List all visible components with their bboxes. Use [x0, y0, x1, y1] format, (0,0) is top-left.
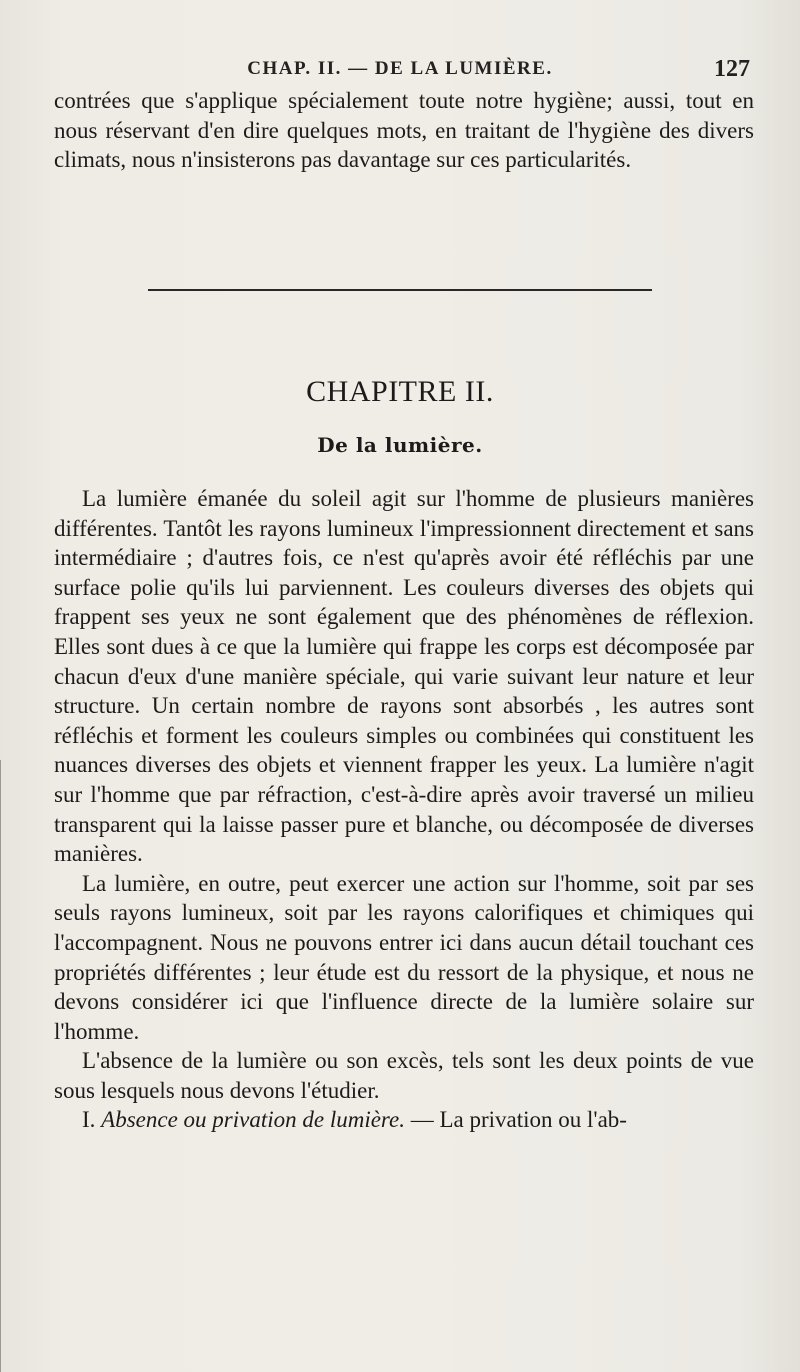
section-heading: Absence ou privation de lumière. — [101, 1107, 405, 1133]
section-paragraph — [54, 1105, 754, 1135]
body-paragraph-1: La lumière émanée du soleil agit sur l'homme de plusieurs manières différentes. Tantôt les rayons lumineux l'impressionnent directement et sans intermédiaire ; d'autres fois, ce n'est qu'après avoir été réfléchis par une surface polie qu'ils lui parviennent. Les couleurs diverses des objets qui frappent ses yeux ne sont également que des phénomènes de réflexion. Elles sont dues à ce que la lumière qui frappe les corps est décomposée par chacun d'eux d'une manière spéciale, qui varie suivant leur nature et leur structure. Un certain nombre de rayons sont absorbés , les autres sont réfléchis et forment les couleurs simples ou combinées qui constituent les nuances diverses des objets et viennent frapper les yeux. La lumière n'agit sur l'homme que par réfraction, c'est-à-dire après avoir traversé un milieu transparent qui la laisse passer pure et blanche, ou décomposée de diverses manières. — [54, 486, 754, 867]
section-text: — La privation ou l'ab- — [410, 1107, 627, 1133]
running-head: CHAP. II. — DE LA LUMIÈRE. — [247, 58, 553, 79]
intro-paragraph-block — [54, 86, 754, 175]
chapter-subtitle: De la lumière. — [317, 433, 483, 457]
section-number: I. — [82, 1107, 96, 1133]
intro-paragraph: contrées que s'applique spécialement toute notre hygiène; aussi, tout en nous réservant d'en dire quelques mots, en traitant de l'hygiène des divers climats, nous n'insisterons pas davantage sur ces particularités. — [54, 88, 754, 173]
chapter-title: CHAPITRE II. — [306, 375, 494, 408]
page-edge-shadow — [0, 760, 9, 1372]
body-paragraph-2: La lumière, en outre, peut exercer une action sur l'homme, soit par ses seuls rayons lumineux, soit par les rayons calorifiques et chimiques qui l'accompagnent. Nous ne pouvons entrer ici dans aucun détail touchant ces propriétés différentes ; leur étude est du ressort de la physique, et nous ne devons considérer ici que l'influence directe de la lumière solaire sur l'homme. — [54, 870, 754, 1044]
chapter-body — [54, 484, 754, 1135]
body-paragraph-3: L'absence de la lumière ou son excès, tels sont les deux points de vue sous lesquels nous devons l'étudier. — [54, 1048, 754, 1103]
chapter-divider-rule — [148, 289, 652, 291]
page-header — [0, 58, 800, 88]
page-number: 127 — [714, 56, 750, 82]
